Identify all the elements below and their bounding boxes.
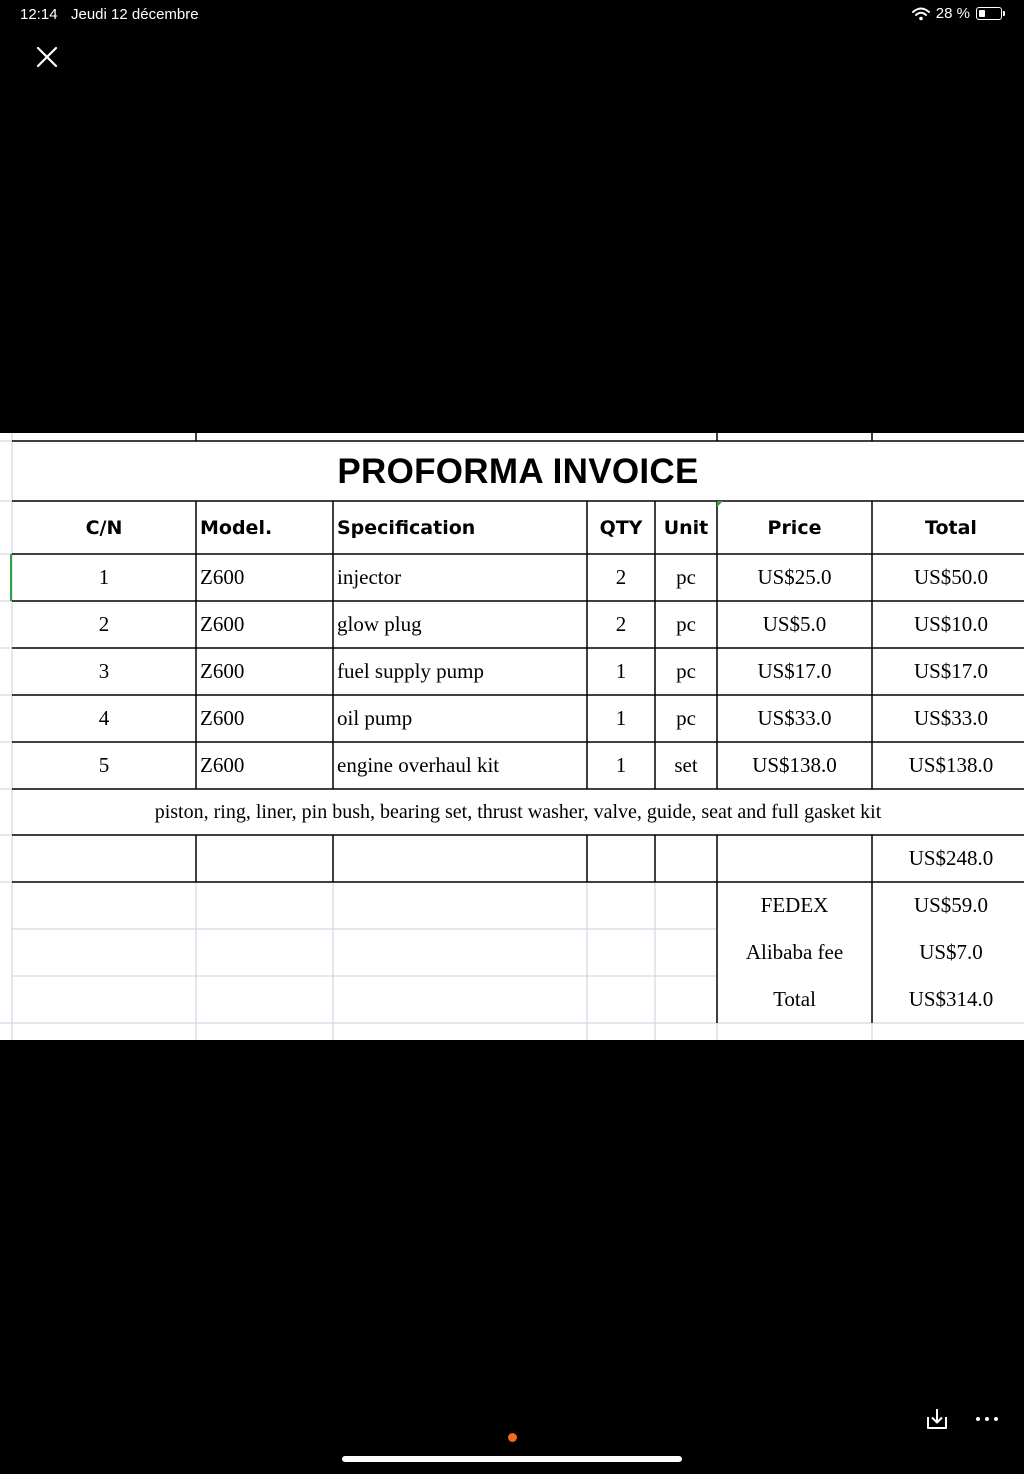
row-2-spec: glow plug [337, 612, 422, 636]
header-price: Price [767, 517, 822, 539]
alibaba-fee-value: US$7.0 [919, 940, 983, 964]
row-3-spec: fuel supply pump [337, 659, 484, 683]
header-total: Total [925, 517, 977, 539]
invoice-image [0, 433, 1024, 1040]
home-indicator[interactable] [342, 1456, 682, 1462]
invoice-title: PROFORMA INVOICE [337, 452, 699, 491]
row-1-total: US$50.0 [913, 565, 989, 589]
row-1-unit: pc [676, 565, 696, 589]
wifi-icon [912, 7, 930, 21]
row-2-qty: 2 [615, 612, 627, 636]
download-icon[interactable] [925, 1407, 949, 1431]
row-5-cn: 5 [98, 753, 110, 777]
row-5-total: US$138.0 [908, 753, 994, 777]
row-2-unit: pc [676, 612, 696, 636]
row-2-price: US$5.0 [762, 612, 827, 636]
header-specification: Specification [337, 517, 476, 539]
row-3-cn: 3 [98, 659, 110, 683]
header-unit: Unit [663, 517, 709, 539]
fedex-value: US$59.0 [913, 893, 989, 917]
bottom-toolbar [0, 1395, 1024, 1474]
status-date: Jeudi 12 décembre [71, 6, 199, 23]
alibaba-fee-label: Alibaba fee [745, 940, 844, 964]
row-5-unit: set [674, 753, 698, 777]
row-5-price: US$138.0 [752, 753, 837, 777]
battery-level-fill [979, 10, 985, 17]
status-indicators [912, 5, 1002, 22]
row-1-cn: 1 [98, 565, 110, 589]
header-cn: C/N [85, 517, 123, 539]
row-5-qty: 1 [615, 753, 627, 777]
row-4-unit: pc [676, 706, 696, 730]
row-3-unit: pc [676, 659, 696, 683]
row-2-total: US$10.0 [913, 612, 989, 636]
row-5-spec: engine overhaul kit [337, 753, 500, 777]
battery-percent: 28 % [935, 5, 970, 22]
close-icon[interactable] [34, 44, 60, 70]
row-4-spec: oil pump [337, 706, 413, 730]
row-4-model: Z600 [200, 706, 245, 730]
status-bar [0, 0, 1024, 30]
row-3-model: Z600 [200, 659, 245, 683]
header-qty: QTY [599, 517, 643, 539]
header-model: Model. [200, 517, 273, 539]
battery-icon [976, 7, 1002, 20]
subtotal-value: US$248.0 [908, 846, 994, 870]
row-2-model: Z600 [200, 612, 245, 636]
kit-contents-note: piston, ring, liner, pin bush, bearing set, thrust washer, valve, guide, seat and full gasket kit [154, 800, 882, 823]
row-2-cn: 2 [98, 612, 110, 636]
row-3-qty: 1 [615, 659, 627, 683]
row-1-model: Z600 [200, 565, 245, 589]
row-4-total: US$33.0 [913, 706, 989, 730]
page-indicator-dot [508, 1433, 517, 1442]
row-1-qty: 2 [615, 565, 627, 589]
row-1-spec: injector [337, 565, 402, 589]
grand-total-value: US$314.0 [908, 987, 994, 1011]
row-5-model: Z600 [200, 753, 245, 777]
row-3-price: US$17.0 [757, 659, 832, 683]
row-3-total: US$17.0 [913, 659, 989, 683]
grand-total-label: Total [773, 987, 816, 1011]
row-1-price: US$25.0 [757, 565, 832, 589]
more-icon[interactable] [974, 1407, 1000, 1431]
status-time: 12:14 [20, 6, 58, 23]
row-4-qty: 1 [615, 706, 627, 730]
fedex-label: FEDEX [760, 893, 829, 917]
row-4-price: US$33.0 [757, 706, 832, 730]
row-4-cn: 4 [98, 706, 110, 730]
